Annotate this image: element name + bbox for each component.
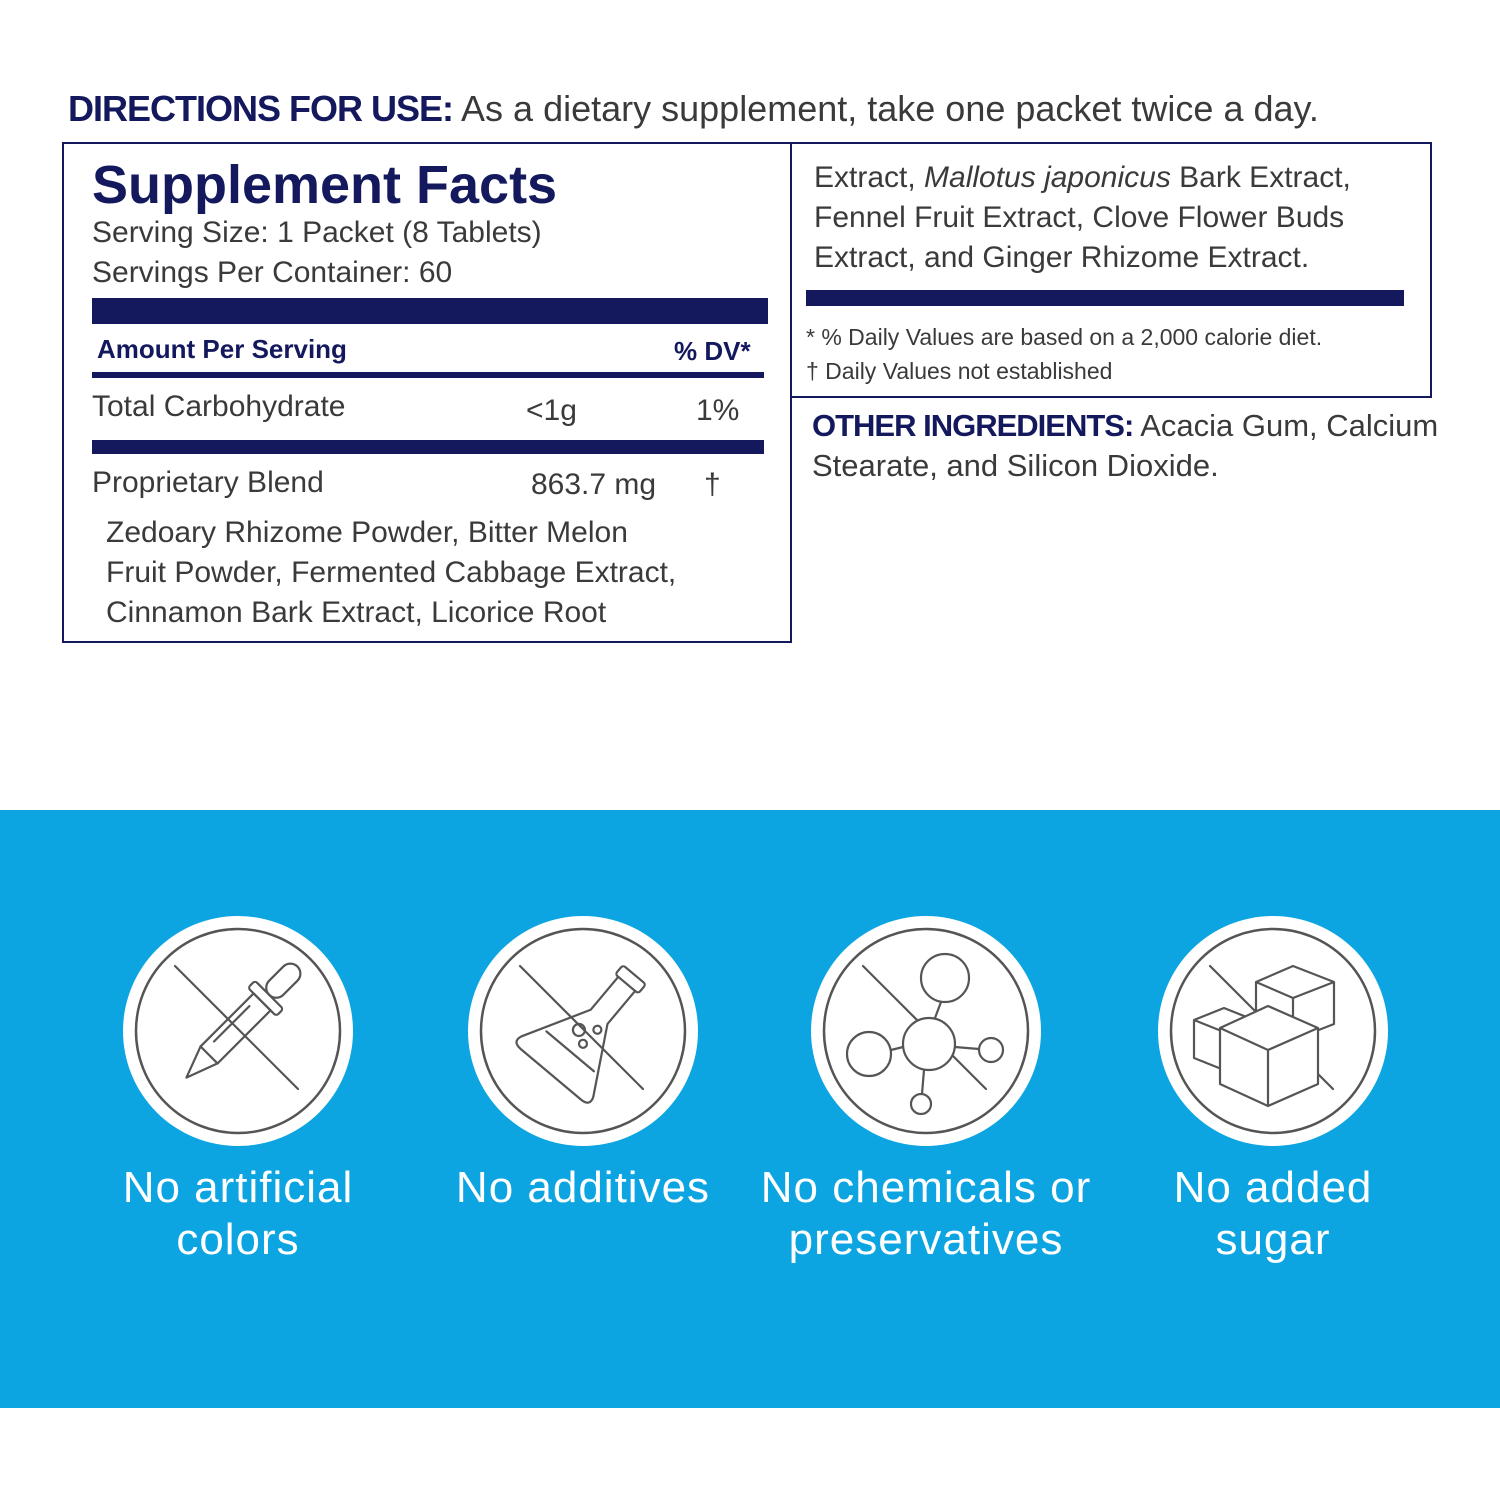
directions-for-use [68, 86, 1468, 132]
badge-caption: No chemicals or preservatives [760, 1163, 1092, 1264]
supplement-facts-title: Supplement Facts [92, 155, 558, 215]
footnotes [806, 320, 1322, 388]
amount-per-serving-header: Amount Per Serving [97, 334, 347, 364]
other-ingredients-label: OTHER INGREDIENTS: [812, 408, 1134, 443]
supplement-facts-panel [62, 142, 792, 643]
dropper-icon [123, 916, 353, 1146]
serving-size: Serving Size: 1 Packet (8 Tablets) [92, 216, 542, 249]
supplement-facts-continued [792, 142, 1432, 398]
blend-dv: † [704, 468, 721, 501]
dv-header: % DV* [674, 336, 751, 366]
nutrient-dv: 1% [696, 394, 740, 427]
dropper-badge [123, 916, 353, 1146]
molecule-badge [811, 916, 1041, 1146]
molecule-icon [811, 916, 1041, 1146]
directions-label: DIRECTIONS FOR USE: [68, 88, 454, 129]
sugar-badge [1158, 916, 1388, 1146]
other-ingredients [812, 406, 1452, 486]
servings-per-container: Servings Per Container: 60 [92, 256, 453, 289]
thick-divider [806, 290, 1404, 306]
flask-icon [468, 916, 698, 1146]
blend-name: Proprietary Blend [92, 466, 324, 499]
feature-band [0, 810, 1500, 1408]
footnote-not-established: † Daily Values not established [806, 358, 1113, 384]
blend-ingredients-line: Fruit Powder, Fermented Cabbage Extract, [106, 556, 677, 589]
nutrient-name: Total Carbohydrate [92, 390, 346, 423]
sugar-cubes-icon [1158, 916, 1388, 1146]
nutrient-amount: <1g [526, 394, 577, 427]
badge-caption: No additives [455, 1163, 711, 1212]
footnote-daily-values: * % Daily Values are based on a 2,000 calorie diet. [806, 324, 1323, 350]
divider [92, 440, 764, 454]
other-ingredients-text: Acacia Gum, Calcium Stearate, and Silicon Dioxide. [812, 408, 1439, 483]
blend-ingredients-line: Zedoary Rhizome Powder, Bitter Melon [106, 516, 628, 549]
divider [92, 372, 764, 378]
species-name: Mallotus japonicus [924, 161, 1171, 194]
directions-text: As a dietary supplement, take one packet twice a day. [461, 88, 1319, 129]
blend-ingredients-continued: Extract, Mallotus japonicus Bark Extract, Fennel Fruit Extract, Clove Flower Buds Extract, and Ginger Rhizome Extract. [814, 161, 1351, 274]
flask-badge [468, 916, 698, 1146]
badge-caption: No added sugar [1173, 1163, 1373, 1264]
blend-ingredients-line: Cinnamon Bark Extract, Licorice Root [106, 596, 607, 629]
blend-amount: 863.7 mg [531, 468, 657, 501]
thick-divider [92, 298, 768, 324]
badge-caption: No artificial colors [122, 1163, 354, 1264]
